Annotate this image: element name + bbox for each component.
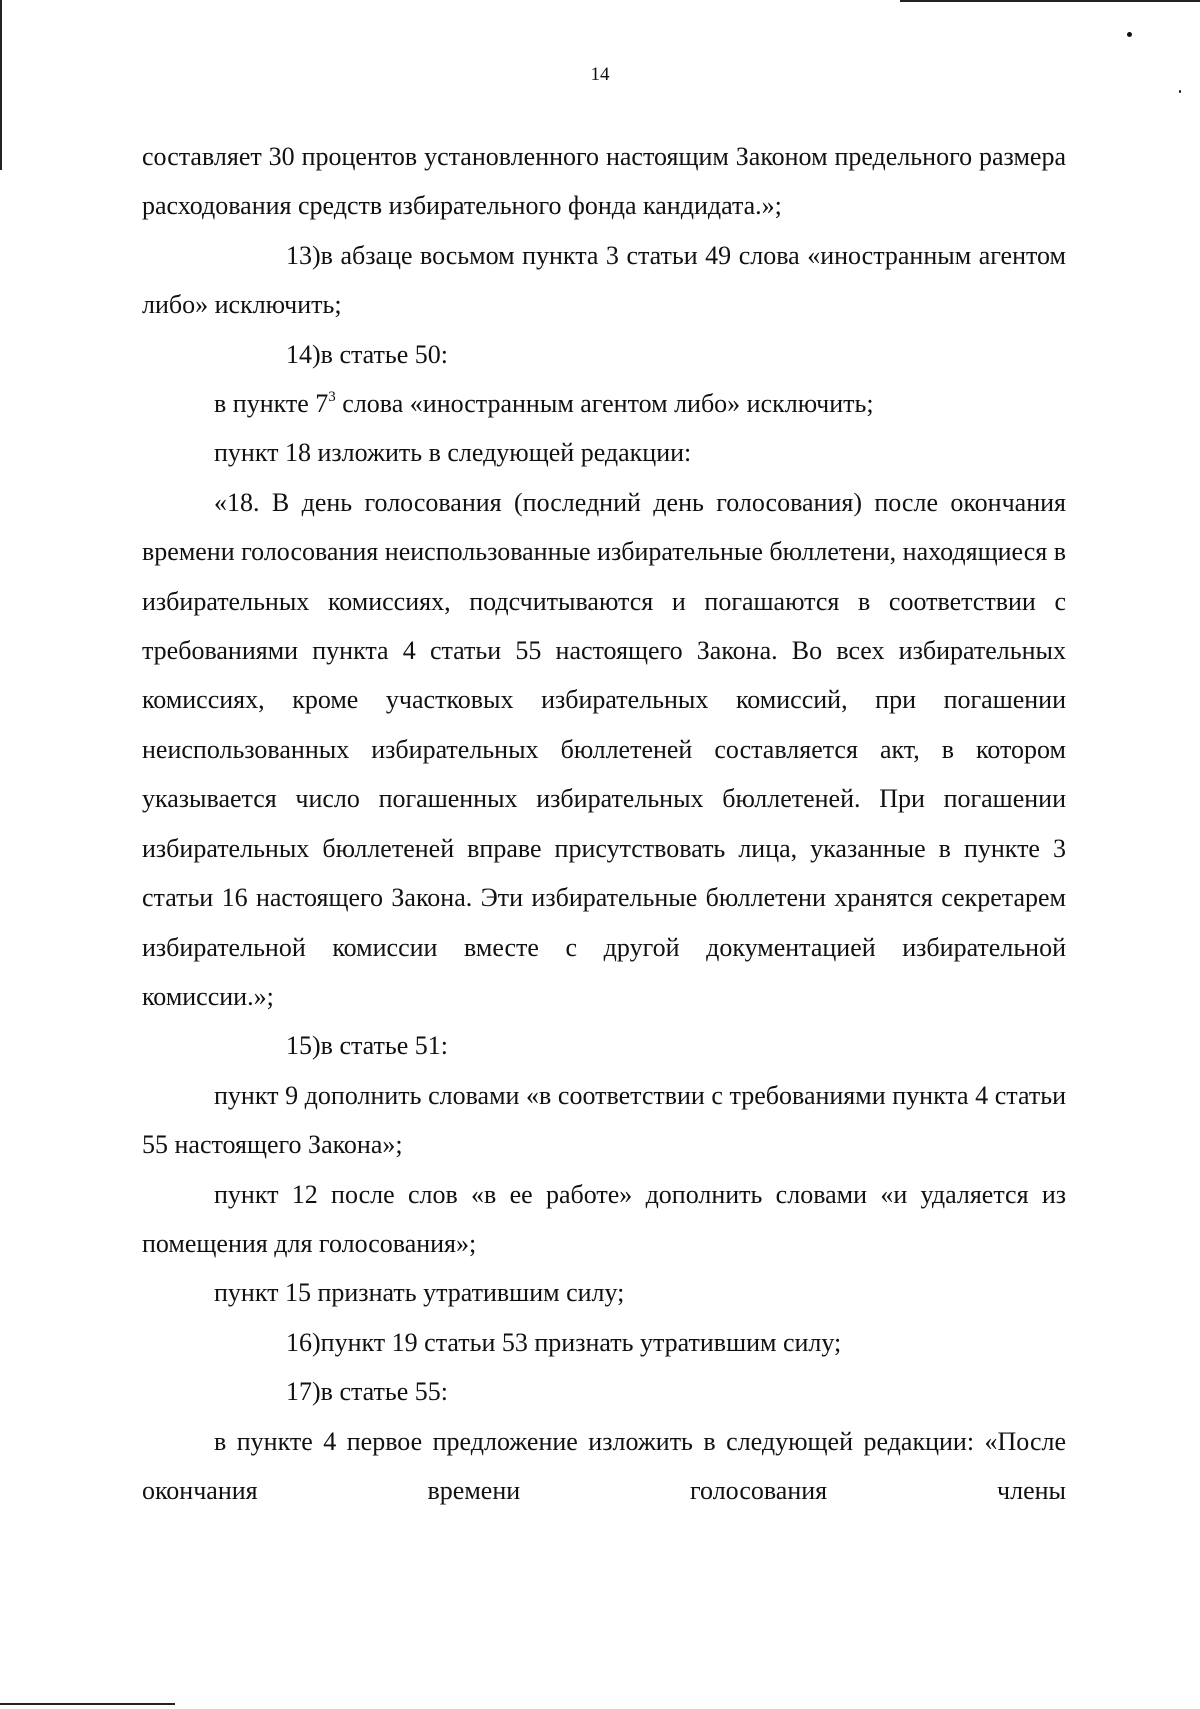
list-text: пункт 19 статьи 53 признать утратившим силу; xyxy=(320,1327,842,1357)
list-text: в статье 51: xyxy=(320,1031,449,1061)
list-number: 13) xyxy=(286,240,321,270)
paragraph-text-part: слова «иностранным агентом либо» исключить; xyxy=(335,389,874,419)
scan-top-edge-line xyxy=(900,0,1200,2)
paragraph-point-12: пункт 12 после слов «в ее работе» дополнить словами «и удаляется из помещения для голосования»; xyxy=(142,1179,1066,1258)
paragraph-continuation: составляет 30 процентов установленного настоящим Законом предельного размера расходования средств избирательного фонда кандидата.»; xyxy=(142,142,1066,221)
list-text: в абзаце восьмом пункта 3 статьи 49 слова «иностранным агентом либо» исключить; xyxy=(142,240,1066,320)
list-text: в статье 55: xyxy=(320,1377,449,1407)
list-text: в статье 50: xyxy=(320,339,449,369)
list-number: 17) xyxy=(286,1377,321,1407)
paragraph-text-part: в пункте 7 xyxy=(214,389,329,419)
scan-dot xyxy=(1127,32,1132,37)
list-number: 14) xyxy=(286,339,321,369)
paragraph-point-4: в пункте 4 первое предложение изложить в следующей редакции: «После окончания времени голосования члены xyxy=(142,1426,1066,1505)
paragraph-point-7-3 xyxy=(142,379,1066,428)
list-item-15 xyxy=(142,1021,1066,1070)
paragraph-point-15: пункт 15 признать утратившим силу; xyxy=(214,1278,625,1308)
superscript: 3 xyxy=(328,389,336,406)
paragraph-point-9: пункт 9 дополнить словами «в соответствии с требованиями пункта 4 статьи 55 настоящего Закона»; xyxy=(142,1080,1066,1160)
paragraph-point-18-text: «18. В день голосования (последний день голосования) после окончания времени голосования неиспользованные избирательные бюллетени, находящиеся в избирательных комиссиях, подсчитываются и погашаются в соответствии с требованиями пункта 4 статьи 55 настоящего Закона. Во всех избирательных комиссиях, кроме участковых избирательных комиссий, при погашении неиспользованных избирательных бюллетеней составляется акт, в котором указывается число погашенных избирательных бюллетеней. При погашении избирательных бюллетеней вправе присутствовать лица, указанные в пункте 3 статьи 16 настоящего Закона. Эти избирательные бюллетени хранятся секретарем избирательной комиссии вместе с другой документацией избирательной комиссии.»; xyxy=(142,487,1066,1011)
page-number: 14 xyxy=(590,64,610,85)
list-item-14 xyxy=(142,330,1066,379)
list-item-16 xyxy=(142,1318,1066,1367)
scan-bottom-edge-line xyxy=(0,1703,175,1705)
list-item-17 xyxy=(142,1367,1066,1416)
list-number: 16) xyxy=(286,1327,321,1357)
scan-dot xyxy=(1179,90,1181,93)
list-item-13 xyxy=(142,231,1066,330)
list-number: 15) xyxy=(286,1031,321,1061)
document-body xyxy=(142,132,1066,1515)
paragraph-point-18-intro: пункт 18 изложить в следующей редакции: xyxy=(214,438,692,468)
